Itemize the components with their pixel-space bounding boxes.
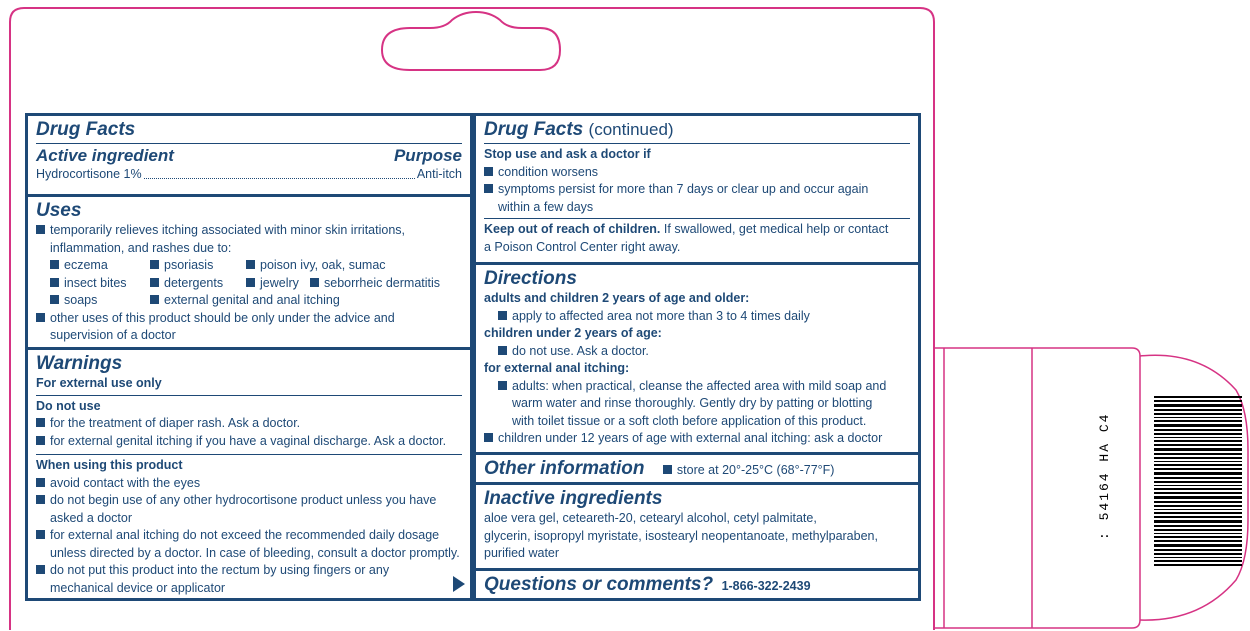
uses-text-cont: inflammation, and rashes due to: xyxy=(50,240,232,255)
external-use-text: For external use only xyxy=(36,376,162,390)
do-not-use-heading: Do not use xyxy=(36,398,101,413)
drug-facts-title: Drug Facts xyxy=(36,119,136,140)
when-using-item: avoid contact with the eyes xyxy=(50,475,201,490)
other-information-heading: Other information xyxy=(484,458,645,479)
directions-heading: Directions xyxy=(484,268,577,289)
when-using-item: for external anal itching do not exceed the recommended daily dosage xyxy=(50,528,440,542)
anal-itching-direction-cont: with toilet tissue or a soft cloth before application of this product. xyxy=(512,413,867,428)
condition-item: seborrheic dermatitis xyxy=(324,275,441,290)
continue-arrow-icon xyxy=(453,576,465,592)
condition-item: insect bites xyxy=(64,275,127,290)
when-using-item-cont: unless directed by a doctor. In case of bleeding, consult a doctor promptly. xyxy=(50,545,460,560)
stop-use-heading: Stop use and ask a doctor if xyxy=(484,147,651,161)
questions-section xyxy=(476,568,918,598)
children-direction: do not use. Ask a doctor. xyxy=(512,343,649,358)
keep-out-heading: Keep out of reach of children. xyxy=(484,222,661,236)
inactive-ingredients-text: glycerin, isopropyl myristate, isostearyl neopentanoate, methylparaben, xyxy=(484,528,878,543)
children-heading: children under 2 years of age: xyxy=(484,326,662,340)
stop-use-item: condition worsens xyxy=(498,164,599,179)
inactive-ingredients-text: purified water xyxy=(484,546,560,560)
drug-facts-right-panel xyxy=(473,113,921,601)
anal-itching-direction-cont: warm water and rinse thoroughly. Gently dry by patting or blotting xyxy=(512,396,873,410)
when-using-item: do not begin use of any other hydrocortisone product unless you have xyxy=(50,493,437,507)
keep-out-text-cont: a Poison Control Center right away. xyxy=(484,239,681,254)
active-ingredient-heading: Active ingredient xyxy=(36,146,174,165)
questions-heading: Questions or comments? xyxy=(484,574,714,595)
condition-item: detergents xyxy=(164,275,224,290)
uses-heading: Uses xyxy=(36,200,82,221)
storage-text: store at 20°-25°C (68°-77°F) xyxy=(676,463,835,477)
stop-use-section xyxy=(476,116,918,262)
package-code: : 54164 HA C4 xyxy=(1097,412,1112,540)
purpose-heading: Purpose xyxy=(393,146,462,165)
adults-direction: apply to affected area not more than 3 to 4 times daily xyxy=(512,308,810,323)
when-using-heading: When using this product xyxy=(36,458,183,472)
condition-item: jewelry xyxy=(260,275,299,290)
other-uses-text: other uses of this product should be only under the advice and xyxy=(50,310,395,325)
condition-item: eczema xyxy=(64,258,108,272)
anal-itching-heading: for external anal itching: xyxy=(484,361,630,375)
keep-out-text: If swallowed, get medical help or contact xyxy=(663,222,889,236)
do-not-use-item: for external genital itching if you have a vaginal discharge. Ask a doctor. xyxy=(50,433,447,448)
inactive-ingredients-text: aloe vera gel, ceteareth-20, cetearyl alcohol, cetyl palmitate, xyxy=(484,511,817,525)
active-ingredient-section xyxy=(28,116,470,194)
warnings-section xyxy=(28,347,470,598)
when-using-item-cont: mechanical device or applicator xyxy=(50,580,226,595)
warnings-heading: Warnings xyxy=(36,353,123,374)
ingredient-purpose: Anti-itch xyxy=(416,167,462,181)
condition-item: external genital and anal itching xyxy=(164,293,340,307)
adults-heading: adults and children 2 years of age and older: xyxy=(484,291,750,305)
directions-section xyxy=(476,262,918,452)
other-uses-text-cont: supervision of a doctor xyxy=(50,328,176,342)
uses-text: temporarily relieves itching associated with minor skin irritations, xyxy=(50,223,405,237)
when-using-item: do not put this product into the rectum by using fingers or any xyxy=(50,563,390,577)
uses-section xyxy=(28,194,470,347)
phone-number: 1-866-322-2439 xyxy=(721,579,811,593)
do-not-use-item: for the treatment of diaper rash. Ask a doctor. xyxy=(50,416,301,430)
other-information-section xyxy=(476,452,918,482)
stop-use-item: symptoms persist for more than 7 days or clear up and occur again xyxy=(498,182,869,196)
ingredient-name: Hydrocortisone 1% xyxy=(36,167,142,181)
condition-item: soaps xyxy=(64,293,98,307)
barcode xyxy=(1154,396,1242,573)
inactive-ingredients-section xyxy=(476,482,918,568)
when-using-item-cont: asked a doctor xyxy=(50,510,132,525)
anal-itching-children: children under 12 years of age with external anal itching: ask a doctor xyxy=(498,431,883,445)
condition-item: poison ivy, oak, sumac xyxy=(260,258,386,272)
drug-facts-left-panel xyxy=(25,113,473,601)
drug-facts-title-cont: Drug Facts xyxy=(484,119,584,140)
continued-label: (continued) xyxy=(588,120,674,139)
inactive-ingredients-heading: Inactive ingredients xyxy=(484,488,663,509)
stop-use-item-cont: within a few days xyxy=(498,199,594,214)
anal-itching-direction: adults: when practical, cleanse the affected area with mild soap and xyxy=(512,378,887,393)
condition-item: psoriasis xyxy=(164,258,214,272)
